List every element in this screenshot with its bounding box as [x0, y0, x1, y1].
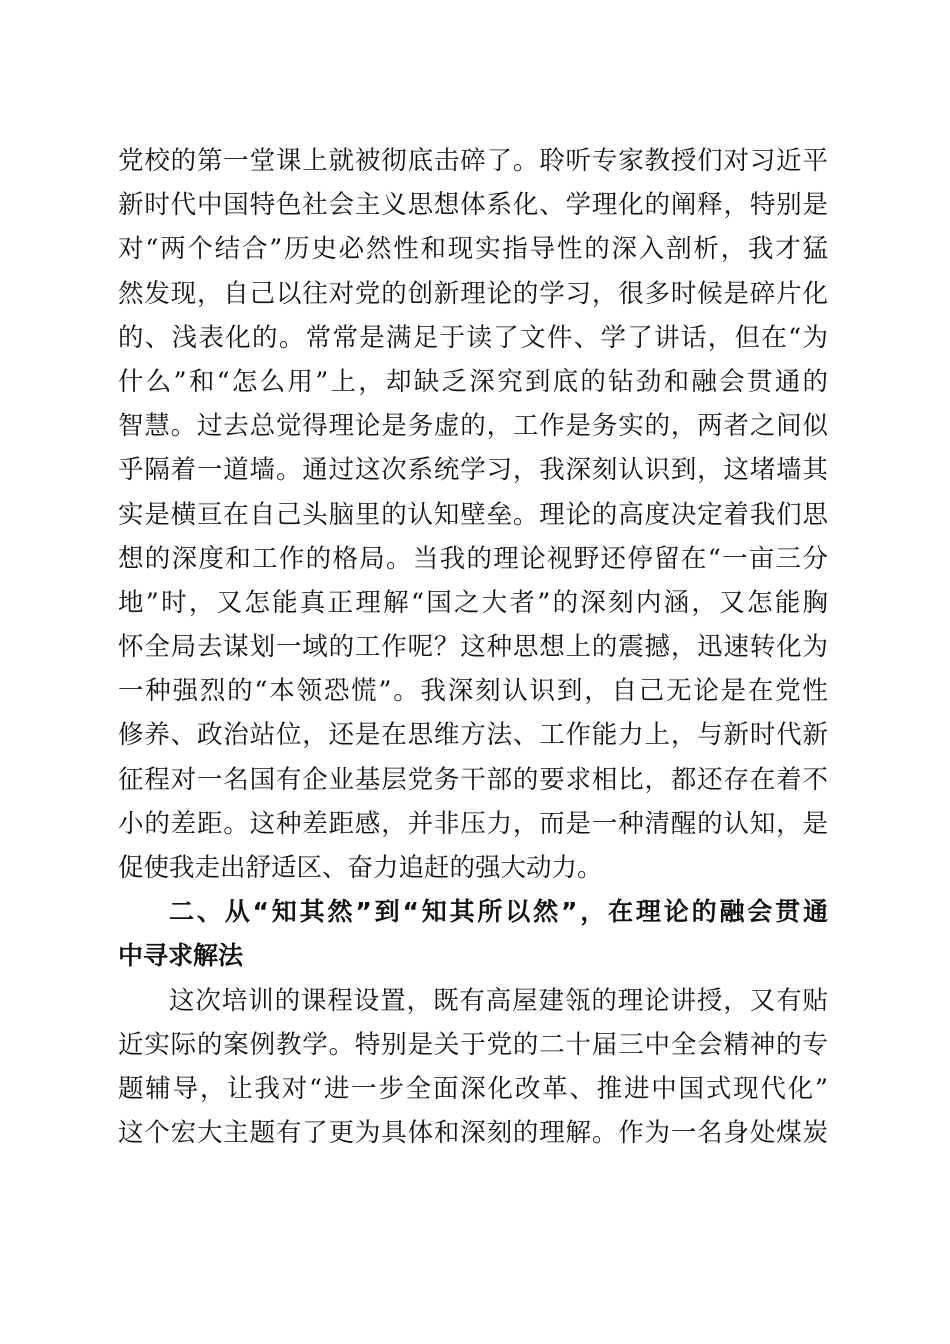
paragraph-first-line: 这次培训的课程设置，既有高屋建瓴的理论讲授，又有贴 [169, 985, 828, 1016]
text-line: 近实际的案例教学。特别是关于党的二十届三中全会精神的专 [118, 1029, 828, 1060]
text-line: 新时代中国特色社会主义思想体系化、学理化的阐释，特别是 [118, 190, 828, 221]
text-line: 征程对一名国有企业基层党务干部的要求相比，都还存在着不 [118, 764, 828, 795]
text-line: 对“两个结合”历史必然性和现实指导性的深入剖析，我才猛 [118, 234, 828, 265]
text-line: 智慧。过去总觉得理论是务虚的，工作是务实的，两者之间似 [118, 411, 828, 442]
text-line: 怀全局去谋划一域的工作呢？这种思想上的震撼，迅速转化为 [118, 632, 828, 663]
text-line: 这个宏大主题有了更为具体和深刻的理解。作为一名身处煤炭 [118, 1118, 828, 1149]
section-heading-continued: 中寻求解法 [118, 941, 244, 971]
text-line: 一种强烈的“本领恐慌”。我深刻认识到，自己无论是在党性 [118, 676, 828, 707]
section-heading: 二、从“知其然”到“知其所以然”，在理论的融会贯通 [169, 897, 828, 927]
text-line: 想的深度和工作的格局。当我的理论视野还停留在“一亩三分 [118, 543, 828, 574]
text-line: 什么”和“怎么用”上，却缺乏深究到底的钻劲和融会贯通的 [118, 366, 828, 397]
text-line: 的、浅表化的。常常是满足于读了文件、学了讲话，但在“为 [118, 322, 828, 353]
text-line: 党校的第一堂课上就被彻底击碎了。聆听专家教授们对习近平 [118, 146, 828, 176]
text-line: 然发现，自己以往对党的创新理论的学习，很多时候是碎片化 [118, 278, 828, 309]
paragraph-last-line: 促使我走出舒适区、奋力追赶的强大动力。 [118, 853, 603, 883]
text-line: 实是横亘在自己头脑里的认知壁垒。理论的高度决定着我们思 [118, 499, 828, 530]
text-line: 地”时，又怎能真正理解“国之大者”的深刻内涵，又怎能胸 [118, 587, 828, 618]
text-line: 小的差距。这种差距感，并非压力，而是一种清醒的认知，是 [118, 808, 828, 839]
text-line: 题辅导，让我对“进一步全面深化改革、推进中国式现代化” [118, 1073, 828, 1104]
text-line: 乎隔着一道墙。通过这次系统学习，我深刻认识到，这堵墙其 [118, 455, 828, 486]
text-line: 修养、政治站位，还是在思维方法、工作能力上，与新时代新 [118, 720, 828, 751]
document-body [118, 139, 828, 1155]
